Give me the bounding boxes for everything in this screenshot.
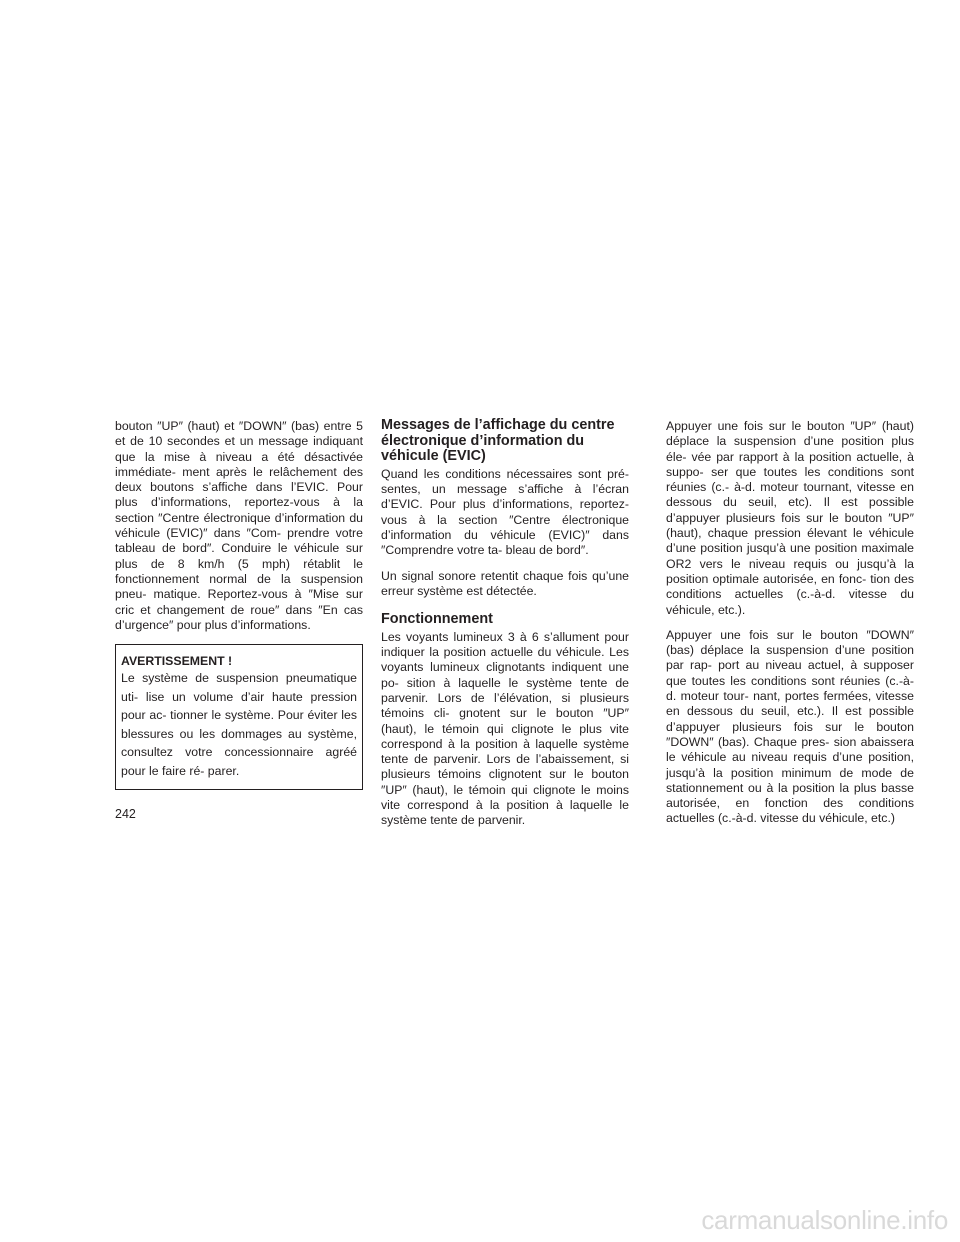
column-middle [381,418,629,839]
body-paragraph: Un signal sonore retentit chaque fois qu’une erreur système est détectée. [381,568,629,598]
column-right [666,419,914,837]
warning-box [115,644,363,790]
body-paragraph: bouton ″UP″ (haut) et ″DOWN″ (bas) entre 5 et de 10 secondes et un message indiquant que la mise à niveau a été désactivée immédiate- ment après le relâchement des deux boutons s’affiche dans l’EVIC. Pour plus d’informations, reportez-vous à la section ″Centre électronique d’information du véhicule (EVIC)″ dans ″Com- prendre votre tableau de bord″. Conduire le véhicule sur plus de 8 km/h (5 mph) rétablit le fonctionnement normal de la suspension pneu- matique. Reportez-vous à ″Mise sur cric et changement de roue″ dans ″En cas d’urgence″ pour plus d’informations. [115,419,363,632]
section-heading-fonctionnement: Fonctionnement [381,611,493,628]
body-paragraph: Appuyer une fois sur le bouton ″DOWN″ (bas) déplace la suspension d’une position par rap- port au niveau actuel, à supposer que toutes les conditions sont réunies (c.-à-d. moteur tour- nant, portes fermées, vitesse en dessous du seuil, etc.). Il est possible d’appuyer plusieurs fois sur le bouton ″DOWN″ (bas). Chaque pres- sion abaissera le véhicule au niveau requis d’une position, jusqu’à la position minimum de mode de stationnement ou à la position la plus basse autorisée, en fonction des conditions actuelles (c.-à-d. vitesse du véhicule, etc.) [666,627,914,826]
column-left [115,419,363,790]
section-heading-evic-messages: Messages de l’affichage du centre électronique d’information du véhicule (EVIC) [381,417,615,465]
warning-title: AVERTISSEMENT ! [121,654,233,669]
page-number: 242 [115,807,136,821]
body-paragraph: Les voyants lumineux 3 à 6 s’allument pour indiquer la position actuelle du véhicule. Les voyants lumineux clignotants indiquent une po- sition à laquelle le système tente de parvenir. Lors de l’élévation, si plusieurs témoins cli- gnotent sur le bouton ″UP″ (haut), le témoin qui clignote le plus vite correspond à la position à laquelle système tente de parvenir. Lors de l’abaissement, si plusieurs témoins clignotent sur le bouton ″UP″ (haut), le témoin qui clignote le moins vite correspond à la position à laquelle le système tente de parvenir. [381,629,629,828]
watermark: carmanualsonline.info [701,1205,948,1235]
body-paragraph: Quand les conditions nécessaires sont pré- sentes, un message s’affiche à l’écran d’EVIC. Pour plus d’informations, reportez-vous à la section ″Centre électronique d’information du véhicule (EVIC)″ dans ″Comprendre votre ta- bleau de bord″. [381,466,629,558]
body-paragraph: Appuyer une fois sur le bouton ″UP″ (haut) déplace la suspension d’une position plus éle- vée par rapport à la position actuelle, à suppo- ser que toutes les conditions sont réunies (c.- à-d. moteur tournant, vitesse en dessous du seuil, etc). Il est possible d’appuyer plusieurs fois sur le bouton ″UP″ (haut), chaque pression élevant le véhicule d’une position jusqu’à une position maximale OR2 vers le niveau requis ou jusqu’à la position optimale autorisée, en fonc- tion des conditions actuelles (c.-à-d. vitesse du véhicule, etc.). [666,419,914,617]
warning-text: Le système de suspension pneumatique uti- lise un volume d’air haute pression pour ac- tionner le système. Pour éviter les blessures ou les dommages au système, consultez votre concessionnaire agréé pour le faire ré- parer. [121,671,357,778]
